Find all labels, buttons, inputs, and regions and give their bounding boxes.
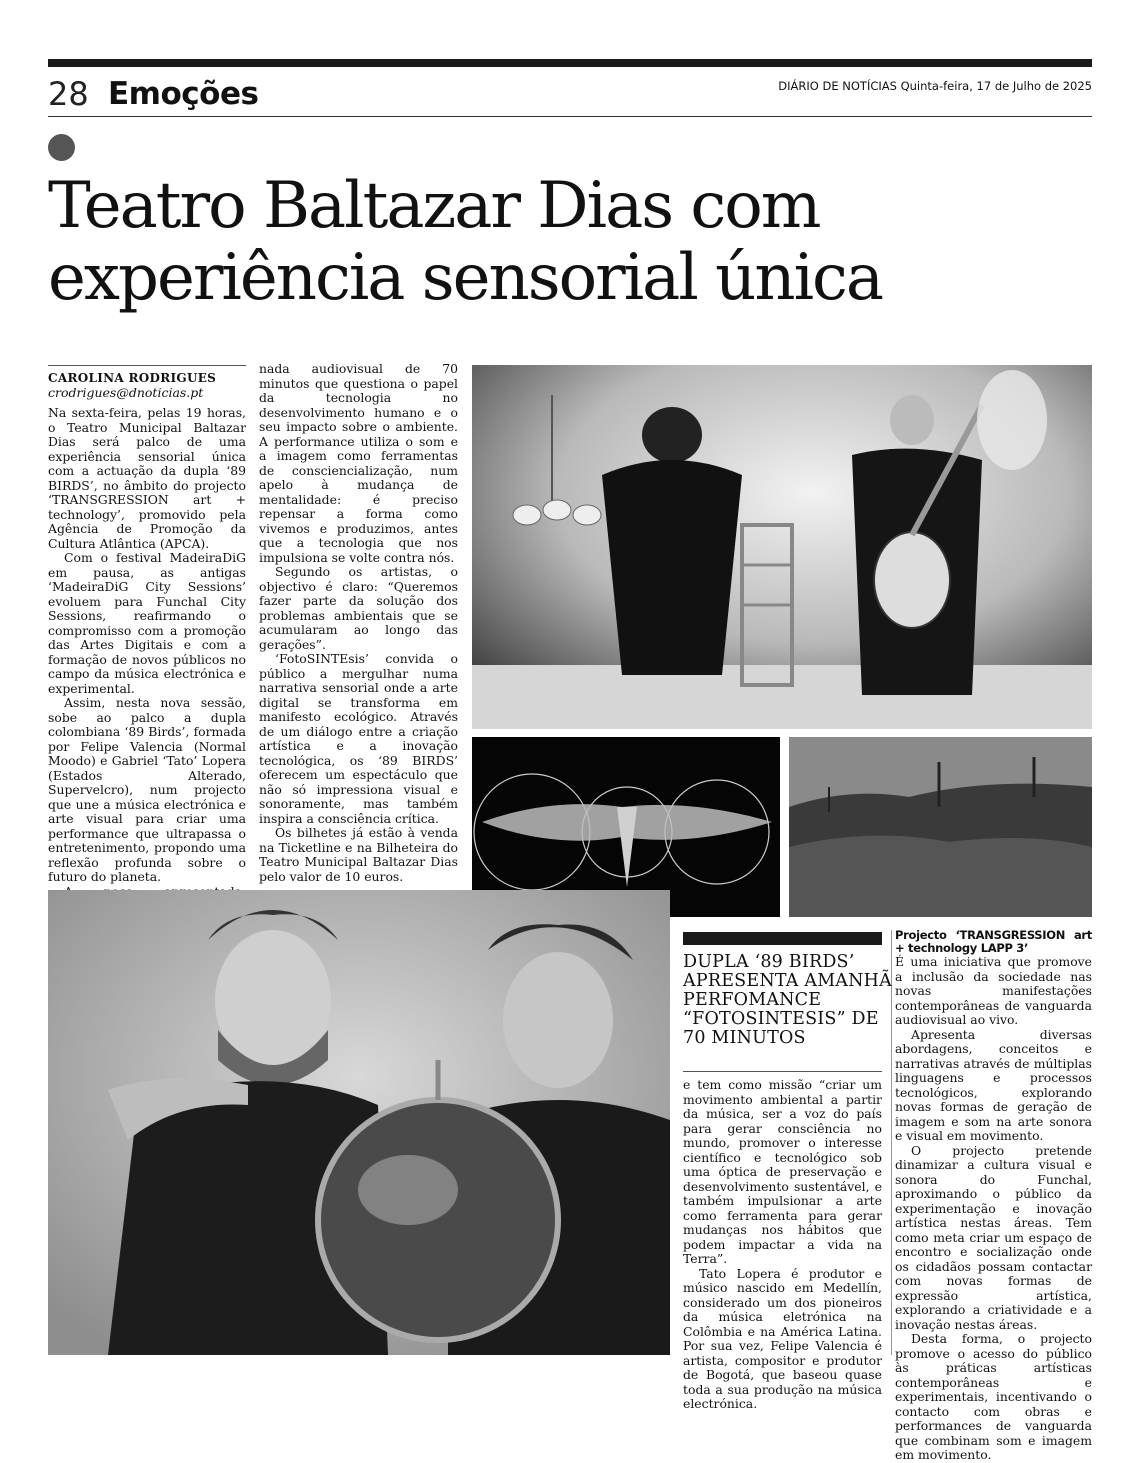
portrait-photo-graphic [48,890,670,1355]
column-3 [683,1078,882,1412]
byline-rule [48,365,246,366]
paragraph: Desta forma, o projecto promove o acesso do público às práticas artísticas contemporâneas e experimentais, incentivando o contacto com obras e performances de vanguarda que combinam som e imagem em movimento. [895,1331,1092,1462]
paragraph: ‘FotoSINTEsis’ convida o público a mergulhar numa narrativa sensorial onde a arte digital se transforma em manifesto ecológico. Através de um diálogo entre a criação artística e a inovação tecnológica, os ‘89 BIRDS’ oferecem um espectáculo que não só impressiona visual e sonoramente, mas também inspira a consciência crítica. [259,651,458,826]
paragraph: e tem como missão “criar um movimento ambiental a partir da música, ser a voz do país para gerar consciência no mundo, promover o interesse científico e tecnológico sob uma óptica de preservação e desenvolvimento sustentável, e também impulsionar a arte como ferramenta para gerar mudanças nos hábitos que podem impactar a vida na Terra”. [683,1077,882,1266]
paragraph: Tato Lopera é produtor e músico nascido em Medellín, considerado um dos pioneiros da música eletrónica na Colômbia e na América Latina. Por sua vez, Felipe Valencia é artista, compositor e produtor de Bogotá, que baseou quase toda a sua produção na música electrónica. [683,1265,882,1411]
paragraph: nada audiovisual de 70 minutos que questiona o papel da tecnologia no desenvolvimento humano e o seu impacto sobre o ambiente. A performance utiliza o som e a imagem como ferramentas de consciencialização, num apelo à mudança de mentalidade: é preciso repensar a forma como vivemos e produzimos, antes que a tecnologia que nos impulsiona se volte contra nós. [259,361,458,565]
headline-line-2: experiência sensorial única [48,241,883,315]
pullquote-rule [683,1071,882,1072]
column-2 [259,362,458,962]
pullquote-bar [683,932,882,945]
section-dot-icon [48,134,75,161]
paragraph: Na sexta-feira, pelas 19 horas, o Teatro Municipal Baltazar Dias será palco de uma experiência sensorial única com a actuação da dupla ‘89 BIRDS’, no âmbito do projecto ‘TRANSGRESSION art + technology’, promovido pela Agência de Promoção da Cultura Atlântica (APCA). [48,405,246,551]
subheading: Projecto ‘TRANSGRESSION art + technology LAPP 3’ [895,928,1092,955]
dateline: DIÁRIO DE NOTÍCIAS Quinta-feira, 17 de Julho de 2025 [778,79,1092,93]
byline-name: CAROLINA RODRIGUES [48,371,217,385]
landscape-artwork-photo [789,737,1092,917]
paragraph: É uma iniciativa que promove a inclusão da sociedade nas novas manifestações contemporâneas de vanguarda audiovisual ao vivo. [895,954,1092,1027]
paragraph: Segundo os artistas, o objectivo é claro: “Queremos fazer parte da solução dos problemas ambientais que se acumularam ao longo das gerações”. [259,564,458,652]
pullquote: DUPLA ‘89 BIRDS’ APRESENTA AMANHÃ PERFOMANCE “FOTOSINTESIS” DE 70 MINUTOS [683,952,892,1048]
landscape-artwork-graphic [789,737,1092,917]
headline [48,170,1092,314]
section-title: Emoções [108,76,259,112]
paragraph: Os bilhetes já estão à venda na Ticketline e na Bilheteira do Teatro Municipal Baltazar Dias pelo valor de 10 euros. [259,825,458,884]
performance-photo [472,365,1092,729]
headline-line-1: Teatro Baltazar Dias com [48,169,820,243]
paragraph: O projecto pretende dinamizar a cultura visual e sonora do Funchal, aproximando o público da experimentação e inovação artística nestas áreas. Tem como meta criar um espaço de encontro e socialização onde os cidadãos possam contactar com novas formas de expressão artística, explorando a criatividade e a inovação nestas áreas. [895,1142,1092,1332]
byline-email: crodrigues@dnoticias.pt [48,384,204,400]
page-number: 28 [48,75,89,113]
performance-photo-graphic [472,365,1092,729]
top-bar [48,59,1092,67]
column-1 [48,371,246,972]
portrait-photo [48,890,670,1355]
column-4 [895,929,1092,1463]
paragraph: Apresenta diversas abordagens, conceitos e narrativas através de múltiplas linguagens e processos tecnológicos, explorando novas formas de geração de imagem e som na arte sonora e visual em movimento. [895,1026,1092,1143]
paragraph: Assim, nesta nova sessão, sobe ao palco a dupla colombiana ‘89 Birds’, formada por Felipe Valencia (Normal Moodo) e Gabriel ‘Tato’ Lopera (Estados Alterado, Supervelcro), num projecto que une a música electrónica e arte visual para criar uma performance que ultrapassa o entretenimento, propondo uma reflexão profunda sobre o futuro do planeta. [48,695,246,884]
paragraph: Com o festival MadeiraDiG em pausa, as antigas ‘MadeiraDiG City Sessions’ evoluem para Funchal City Sessions, reafirmando o compromisso com a promoção das Artes Digitais e com a formação de novos públicos no campo da música electrónica e experimental. [48,550,246,696]
header-rule [48,116,1092,117]
